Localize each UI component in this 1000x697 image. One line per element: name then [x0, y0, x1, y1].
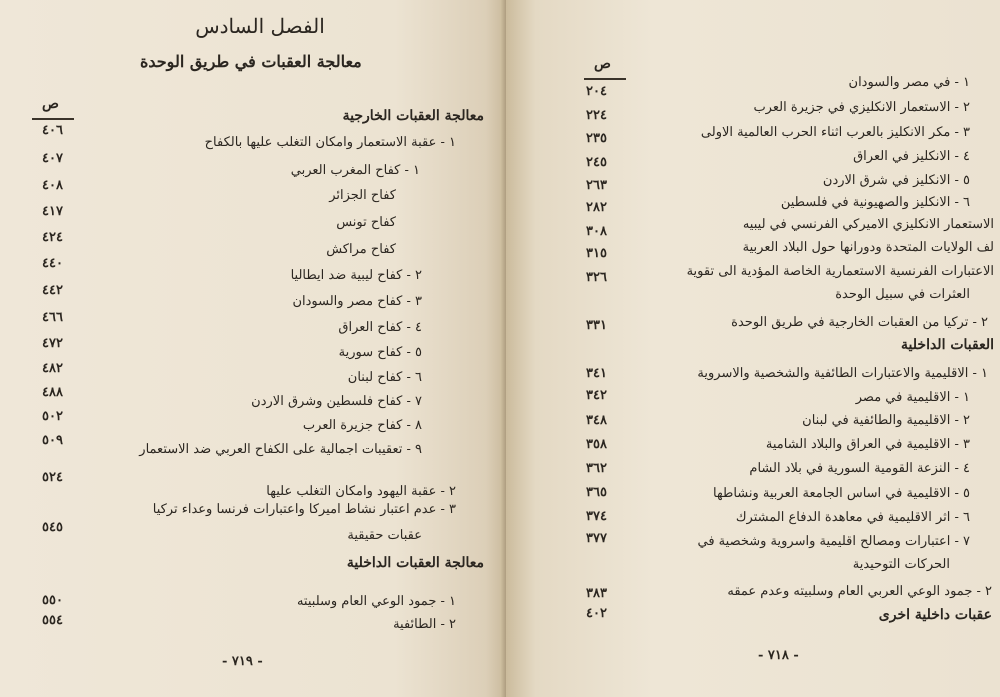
- toc-entry: ٣ - كفاح مصر والسودان: [292, 294, 422, 309]
- toc-page-number: ٣٦٥: [586, 485, 607, 500]
- toc-entry: ٩ - تعقيبات اجمالية على الكفاح العربي ضد الاستعمار: [139, 442, 422, 457]
- toc-entry: كفاح تونس: [336, 215, 396, 230]
- toc-page-number: ٢٦٣: [586, 178, 607, 193]
- page-number-footer: - ٧١٩ -: [222, 654, 263, 669]
- toc-page-number: ٣٢٦: [586, 270, 607, 285]
- toc-entry: ١ - في مصر والسودان: [848, 75, 970, 90]
- toc-entry: ٥ - الانكليز في شرق الاردن: [822, 173, 970, 188]
- page-column-header: ص: [42, 96, 59, 112]
- right-page: [506, 0, 1000, 697]
- toc-entry: ٢ - عقبة اليهود وامكان التغلب عليها: [266, 484, 456, 499]
- toc-entry: ٣ - مكر الانكليز بالعرب اثناء الحرب العالمية الاولى: [700, 125, 970, 140]
- toc-entry: ٢ - كفاح ليبية ضد ايطاليا: [290, 268, 422, 283]
- toc-entry-other: عقبات داخلية اخرى: [878, 607, 992, 623]
- toc-entry: ٥ - الاقليمية في اساس الجامعة العربية ونشاطها: [713, 486, 970, 501]
- toc-entry: الاستعمار الانكليزي الاميركي الفرنسي في ليبيه: [742, 217, 994, 232]
- column-rule: [584, 78, 626, 80]
- toc-entry: ٤ - الانكليز في العراق: [853, 149, 970, 164]
- toc-page-number: ٥٢٤: [42, 470, 63, 485]
- toc-page-number: ٤٤٠: [42, 256, 63, 271]
- toc-page-number: ٥٠٩: [42, 433, 63, 448]
- toc-entry-continuation: العثرات في سبيل الوحدة: [835, 287, 970, 302]
- toc-entry: الاعتبارات الفرنسية الاستعمارية الخاصة المؤدية الى تقوية: [686, 264, 994, 279]
- toc-page-number: ٤٠٦: [42, 123, 63, 138]
- toc-entry: ١ - الاقليمية في مصر: [855, 390, 970, 405]
- toc-page-number: ٢٣٥: [586, 131, 607, 146]
- toc-entry: ٣ - عدم اعتبار نشاط اميركا واعتبارات فرنسا وعداء تركيا: [152, 502, 456, 517]
- toc-entry: ٦ - الانكليز والصهيونية في فلسطين: [780, 195, 970, 210]
- toc-entry: ٨ - كفاح جزيرة العرب: [302, 418, 422, 433]
- toc-entry: ٤ - كفاح العراق: [338, 320, 422, 335]
- section-heading-internal: العقبات الداخلية: [901, 337, 994, 353]
- toc-page-number: ٣٦٢: [586, 461, 607, 476]
- toc-page-number: ٣٤٨: [586, 413, 607, 428]
- section-heading-external: معالجة العقبات الخارجية: [342, 108, 484, 124]
- toc-entry-continuation: الحركات التوحيدية: [852, 557, 950, 572]
- toc-entry: ٣ - الاقليمية في العراق والبلاد الشامية: [765, 437, 970, 452]
- page-column-header: ص: [594, 56, 611, 72]
- toc-entry: لف الولايات المتحدة ودورانها حول البلاد العربية: [742, 240, 994, 255]
- toc-entry: ٢ - الاستعمار الانكليزي في جزيرة العرب: [753, 100, 970, 115]
- toc-page-number: ٣٤١: [586, 366, 607, 381]
- toc-entry: ٦ - كفاح لبنان: [347, 370, 422, 385]
- toc-page-number: ٣١٥: [586, 246, 607, 261]
- toc-page-number: ٣٤٢: [586, 388, 607, 403]
- toc-page-number: ٥٤٥: [42, 520, 63, 535]
- toc-entry: ٢ - جمود الوعي العربي العام وسلبيته وعدم عمقه: [727, 584, 992, 599]
- chapter-title: الفصل السادس: [195, 14, 325, 38]
- toc-page-number: ٢٢٤: [586, 108, 607, 123]
- toc-entry: ٥ - كفاح سورية: [338, 345, 422, 360]
- toc-page-number: ٥٠٢: [42, 409, 63, 424]
- toc-page-number: ٥٥٤: [42, 613, 63, 628]
- toc-page-number: ٣٥٨: [586, 437, 607, 452]
- toc-entry: ٤ - النزعة القومية السورية في بلاد الشام: [749, 461, 970, 476]
- toc-entry: ٢ - الطائفية: [393, 617, 456, 632]
- toc-entry: ١ - الاقليمية والاعتبارات الطائفية والشخصية والاسروية: [697, 366, 988, 381]
- toc-page-number: ٤٨٨: [42, 385, 63, 400]
- toc-page-number: ٤٤٢: [42, 283, 63, 298]
- toc-page-number: ٣٧٤: [586, 509, 607, 524]
- toc-page-number: ٤٧٢: [42, 336, 63, 351]
- toc-page-number: ٤٦٦: [42, 310, 63, 325]
- column-rule: [32, 118, 74, 120]
- toc-page-number: ٣٠٨: [586, 224, 607, 239]
- toc-page-number: ٤٠٨: [42, 178, 63, 193]
- toc-page-number: ٣٣١: [586, 318, 607, 333]
- toc-page-number: ٣٧٧: [586, 531, 607, 546]
- toc-page-number: ٢٠٤: [586, 84, 607, 99]
- page-number-footer: - ٧١٨ -: [758, 648, 799, 663]
- toc-page-number: ٣٨٣: [586, 586, 607, 601]
- toc-entry-continuation: عقبات حقيقية: [347, 528, 422, 543]
- toc-entry: ١ - كفاح المغرب العربي: [290, 163, 420, 178]
- toc-entry: ٢ - تركيا من العقبات الخارجية في طريق الوحدة: [731, 315, 988, 330]
- section-heading-internal: معالجة العقبات الداخلية: [346, 555, 484, 571]
- toc-entry: ٧ - اعتبارات ومصالح اقليمية واسروية وشخصية في: [697, 534, 970, 549]
- toc-entry: ٧ - كفاح فلسطين وشرق الاردن: [251, 394, 422, 409]
- toc-page-number: ٤٠٢: [586, 606, 607, 621]
- chapter-subtitle: معالجة العقبات في طريق الوحدة: [140, 52, 362, 71]
- toc-page-number: ٢٨٢: [586, 200, 607, 215]
- toc-page-number: ٤٨٢: [42, 361, 63, 376]
- toc-entry: ٦ - اثر الاقليمية في معاهدة الدفاع المشترك: [735, 510, 970, 525]
- toc-entry: ١ - عقبة الاستعمار وامكان التغلب عليها بالكفاح: [204, 135, 456, 150]
- toc-page-number: ٤٠٧: [42, 151, 63, 166]
- toc-page-number: ٢٤٥: [586, 155, 607, 170]
- toc-page-number: ٤١٧: [42, 204, 63, 219]
- toc-entry: ٢ - الاقليمية والطائفية في لبنان: [802, 413, 970, 428]
- toc-entry: كفاح الجزائر: [329, 188, 396, 203]
- toc-entry: كفاح مراكش: [326, 242, 396, 257]
- toc-entry: ١ - جمود الوعي العام وسلبيته: [296, 594, 456, 609]
- toc-page-number: ٥٥٠: [42, 593, 63, 608]
- toc-page-number: ٤٢٤: [42, 230, 63, 245]
